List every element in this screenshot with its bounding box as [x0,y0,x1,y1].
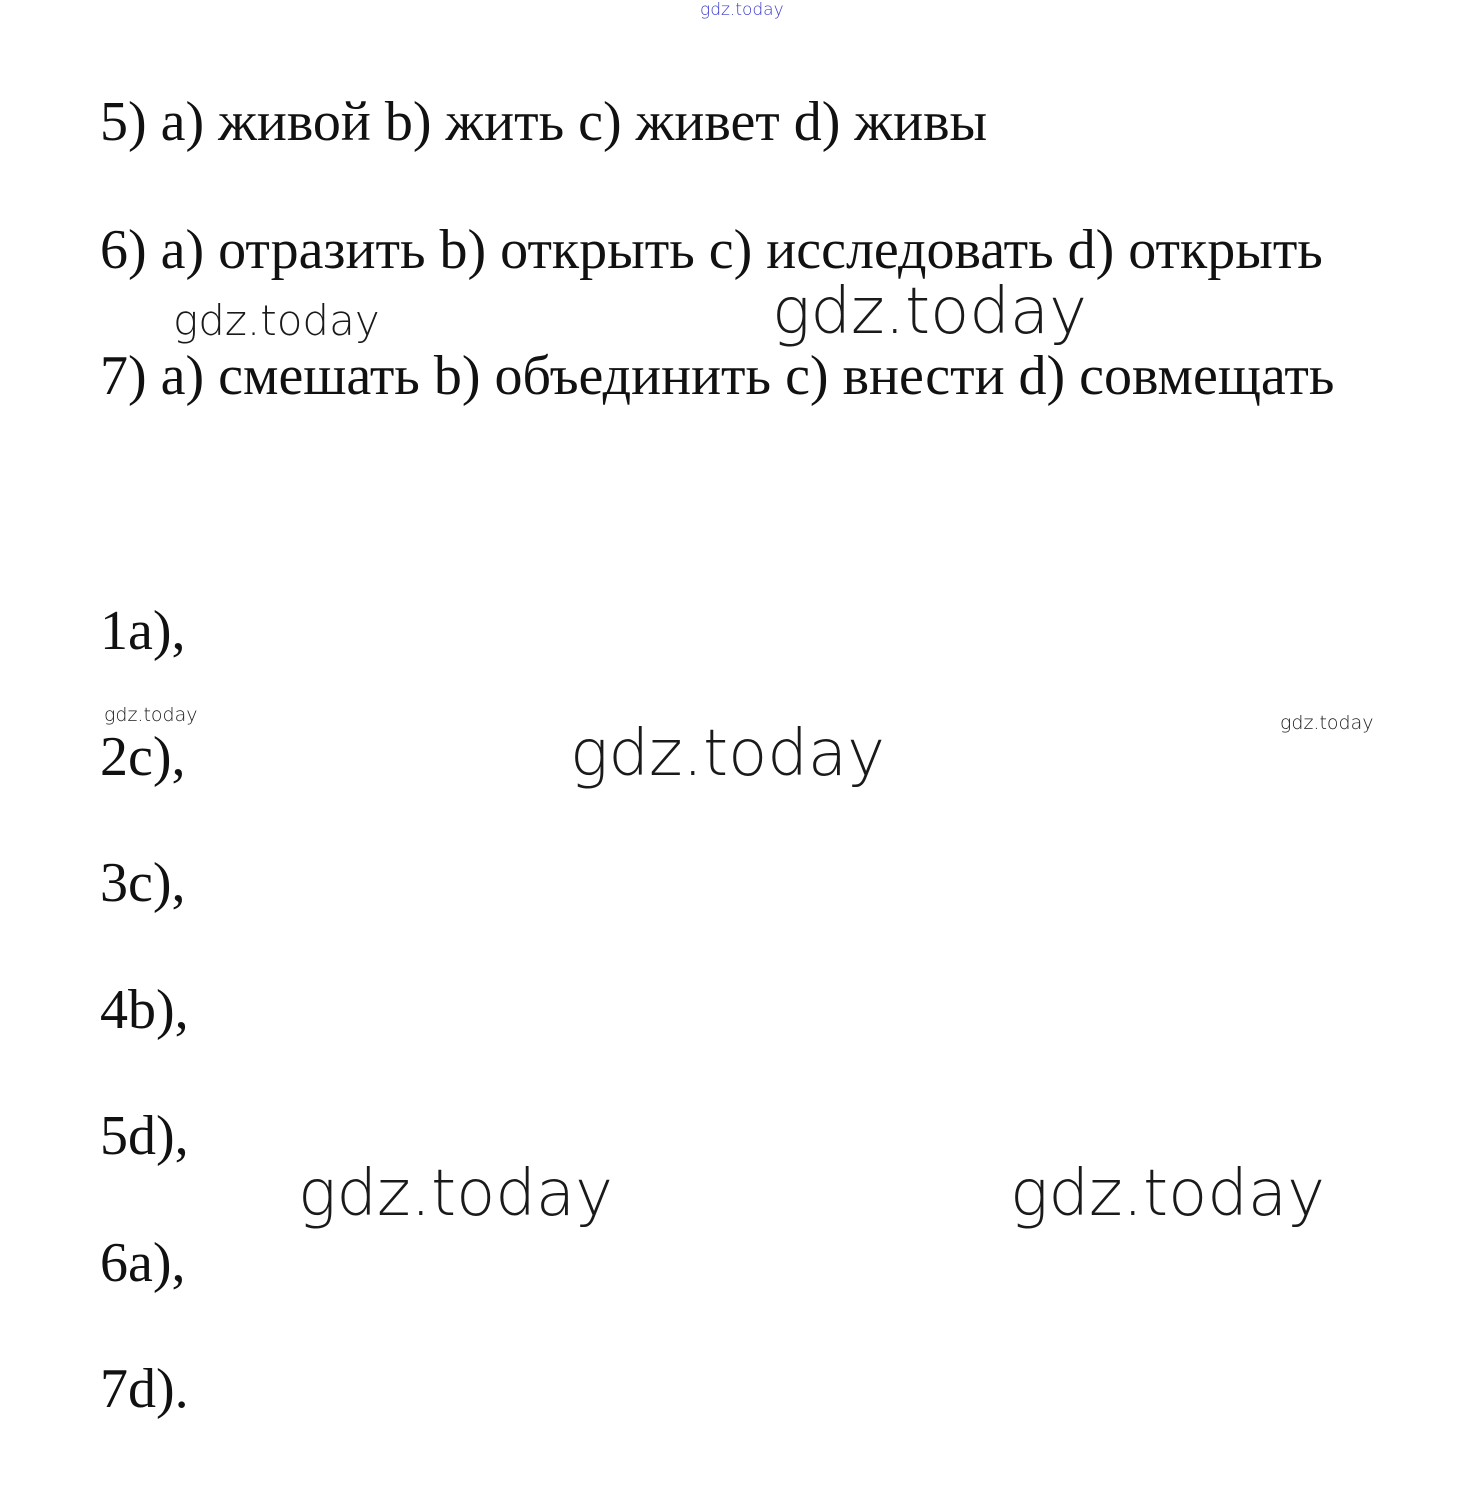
watermark: gdz.today [173,296,380,345]
answer-6: 6a), [100,1232,186,1294]
watermark: gdz.today [1010,1157,1325,1231]
option-line-7: 7) a) смешать b) объединить c) внести d) совмещать [100,345,1335,407]
watermark: gdz.today [772,275,1087,349]
answer-4: 4b), [100,979,189,1041]
answer-3: 3c), [100,852,186,914]
answer-5: 5d), [100,1105,189,1167]
watermark: gdz.today [570,717,885,791]
answer-7: 7d). [100,1358,189,1420]
answer-1: 1a), [100,600,186,662]
option-line-5: 5) a) живой b) жить c) живет d) живы [100,91,988,153]
watermark: gdz.today [104,704,198,726]
watermark: gdz.today [700,0,784,20]
option-line-6: 6) a) отразить b) открыть c) исследовать d) открыть [100,219,1323,281]
watermark: gdz.today [1280,712,1374,734]
watermark: gdz.today [298,1157,613,1231]
answer-2: 2c), [100,726,186,788]
